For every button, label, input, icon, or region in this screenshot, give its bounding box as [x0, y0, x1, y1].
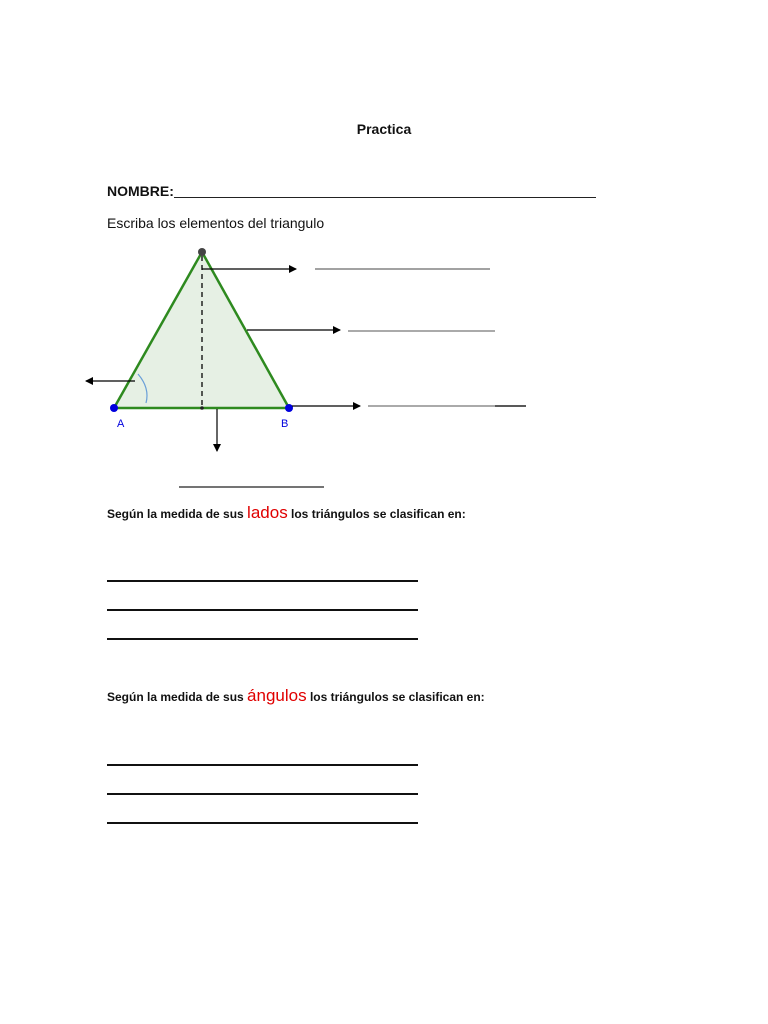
- question-sides-keyword: lados: [247, 503, 288, 522]
- vertex-a-label: A: [117, 418, 125, 430]
- question-angles-after: los triángulos se clasifican en:: [306, 690, 485, 704]
- page-title: Practica: [356, 121, 412, 137]
- height-foot-point: [200, 406, 204, 410]
- question-angles-keyword: ángulos: [247, 686, 307, 705]
- sides-answer-line-1[interactable]: [107, 580, 418, 582]
- question-angles-before: Según la medida de sus: [107, 690, 248, 704]
- question-sides-before: Según la medida de sus: [107, 507, 248, 521]
- vertex-a-point: [110, 404, 118, 412]
- angles-answer-line-2[interactable]: [107, 793, 418, 795]
- angles-answer-line-3[interactable]: [107, 822, 418, 824]
- question-sides: [107, 503, 466, 523]
- sides-answer-line-2[interactable]: [107, 609, 418, 611]
- triangle-diagram: [0, 0, 768, 500]
- angles-answer-line-1[interactable]: [107, 764, 418, 766]
- vertex-b-label: B: [281, 418, 289, 430]
- vertex-b-point: [285, 404, 293, 412]
- sides-answer-line-3[interactable]: [107, 638, 418, 640]
- nombre-label: NOMBRE:: [107, 183, 174, 199]
- vertex-top-point: [198, 248, 206, 256]
- question-angles: [107, 686, 485, 706]
- question-sides-after: los triángulos se clasifican en:: [287, 507, 466, 521]
- instruction-text: Escriba los elementos del triangulo: [107, 215, 325, 231]
